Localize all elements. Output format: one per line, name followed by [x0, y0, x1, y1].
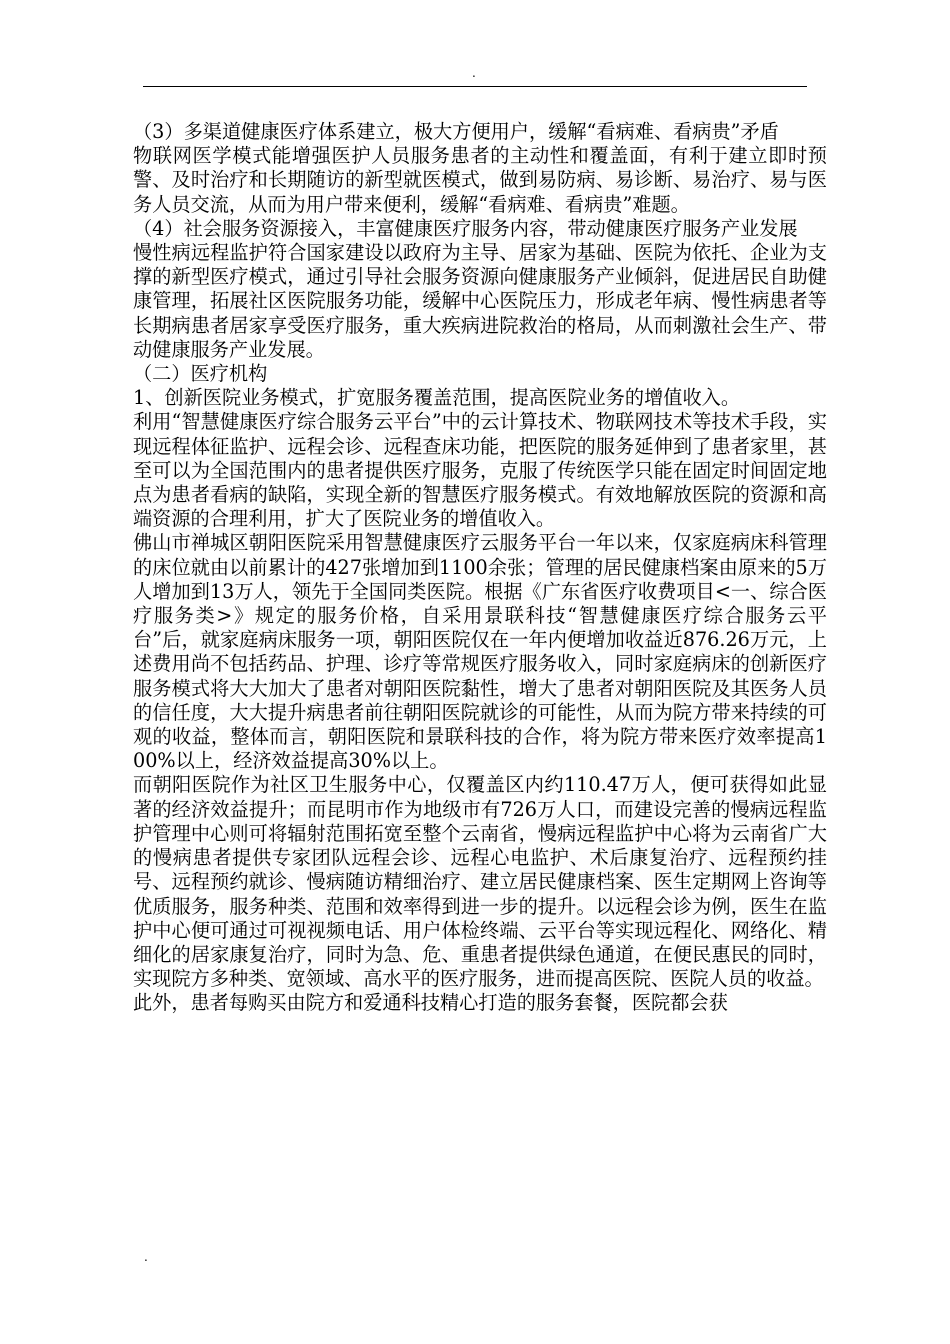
document-body: [133, 120, 827, 1016]
paragraph-chronic-disease-monitoring: 慢性病远程监护符合国家建设以政府为主导、居家为基础、医院为依托、企业为支撑的新型医疗模式，通过引导社会服务资源向健康服务产业倾斜，促进居民自助健康管理，拓展社区医院服务功能，缓解中心医院压力，形成老年病、慢性病患者等长期病患者居家享受医疗服务，重大疾病进院救治的格局，从而刺激社会生产、带动健康服务产业发展。: [133, 241, 827, 361]
heading-4-social-resources: （4）社会服务资源接入，丰富健康医疗服务内容，带动健康医疗服务产业发展: [133, 216, 798, 240]
header-rule: [143, 86, 807, 87]
paragraph-service-package: 此外，患者每购买由院方和爱通科技精心打造的服务套餐，医院都会获: [133, 991, 728, 1015]
section-heading-medical-institutions: （二）医疗机构: [133, 362, 268, 386]
paragraph-cloud-platform: 利用“智慧健康医疗综合服务云平台”中的云计算技术、物联网技术等技术手段，实现远程体征监护、远程会诊、远程查床功能，把医院的服务延伸到了患者家里，甚至可以为全国范围内的患者提供医疗服务，克服了传统医学只能在固定时间固定地点为患者看病的缺陷，实现全新的智慧医疗服务模式。有效地解放医院的资源和高端资源的合理利用，扩大了医院业务的增值收入。: [133, 410, 827, 531]
header-dot: .: [472, 66, 476, 80]
paragraph-kunming-expansion: 而朝阳医院作为社区卫生服务中心，仅覆盖区内约110.47万人，便可获得如此显著的经济效益提升；而昆明市作为地级市有726万人口，而建设完善的慢病远程监护管理中心则可将辐射范围拓宽至整个云南省，慢病远程监护中心将为云南省广大的慢病患者提供专家团队远程会诊、远程心电监护、术后康复治疗、远程预约挂号、远程预约就诊、慢病随访精细治疗、建立居民健康档案、医生定期网上咨询等优质服务，服务种类、范围和效率得到进一步的提升。以远程会诊为例，医生在监护中心便可通过可视视频电话、用户体检终端、云平台等实现远程化、网络化、精细化的居家康复治疗，同时为急、危、重患者提供绿色通道，在便民惠民的同时，实现院方多种类、宽领域、高水平的医疗服务，进而提高医院、医院人员的收益。: [133, 773, 827, 991]
heading-3-multichannel: （3）多渠道健康医疗体系建立，极大方便用户，缓解“看病难、看病贵”矛盾: [133, 120, 779, 143]
paragraph-iot-medical-model: 物联网医学模式能增强医护人员服务患者的主动性和覆盖面，有利于建立即时预警、及时治疗和长期随访的新型就医模式，做到易防病、易诊断、易治疗、易与医务人员交流，从而为用户带来便利，缓解“看病难、看病贵”难题。: [133, 144, 827, 216]
footer-dot: .: [144, 1250, 148, 1264]
paragraph-chaoyang-hospital: 佛山市禅城区朝阳医院采用智慧健康医疗云服务平台一年以来，仅家庭病床科管理的床位就由以前累计的427张增加到1100余张；管理的居民健康档案由原来的5万人增加到13万人，领先于全国同类医院。根据《广东省医疗收费项目<一、综合医疗服务类>》规定的服务价格，自采用景联科技“智慧健康医疗综合服务云平台”后，就家庭病床服务一项，朝阳医院仅在一年内便增加收益近876.26万元，上述费用尚不包括药品、护理、诊疗等常规医疗服务收入，同时家庭病床的创新医疗服务模式将大大加大了患者对朝阳医院黏性，增大了患者对朝阳医院及其医务人员的信任度，大大提升病患者前往朝阳医院就诊的可能性，从而为院方带来持续的可观的收益，整体而言，朝阳医院和景联科技的合作，将为院方带来医疗效率提高100%以上，经济效益提高30%以上。: [133, 531, 827, 773]
subheading-innovate-business-model: 1、创新医院业务模式，扩宽服务覆盖范围，提高医院业务的增值收入。: [133, 386, 741, 410]
